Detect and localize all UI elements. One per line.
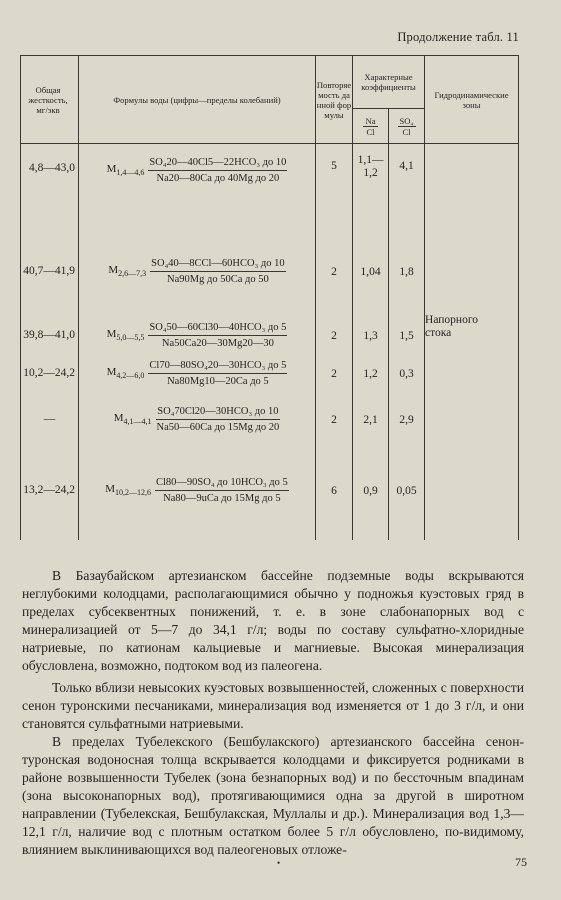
na-cl-cell: 0,9 <box>353 446 389 520</box>
cation-formula: Na20—80Ca до 40Mg до 20 <box>156 173 280 184</box>
so4-cl-cell: 2,9 <box>389 394 425 446</box>
hardness-header-label: Общая жесткость, мг/экв <box>28 84 68 115</box>
formula-cell <box>79 202 316 302</box>
body-text <box>22 567 524 859</box>
table-continuation-header: Продолжение табл. 11 <box>397 30 519 44</box>
cation-formula: Na90Mg до 50Ca до 50 <box>167 274 269 285</box>
mineralization-range: 5,0—5,5 <box>116 333 145 343</box>
hardness-cell: 40,7—41,9 <box>21 202 79 302</box>
kurlov-fraction <box>150 257 285 286</box>
so4-cl-cell: 0,3 <box>389 354 425 394</box>
repeat-cell: 2 <box>316 354 353 394</box>
repeat-cell: 2 <box>316 302 353 354</box>
formula-cell <box>79 144 316 202</box>
cation-formula: Na50—60Ca до 15Mg до 20 <box>156 422 280 433</box>
na-cl-cell: 1,04 <box>353 202 389 302</box>
mineralization-range: 2,6—7,3 <box>118 269 147 279</box>
kurlov-fraction <box>148 359 287 388</box>
hardness-cell: 13,2—24,2 <box>21 446 79 520</box>
anion-formula: SO₄70Cl20—30HCO₃ до 10 <box>156 405 281 420</box>
so4-cl-cell: 4,1 <box>389 144 425 202</box>
paragraph: Только вблизи невысоких куэстовых возвышенностей, сложенных с поверхности сенон туронскими песчаниками, минерализация вод изменяется от 1 до 3 г/л, и они становятся сульфатными натриевыми. <box>22 680 524 731</box>
na-cl-cell: 1,3 <box>353 302 389 354</box>
print-mark: • <box>277 858 281 868</box>
anion-formula: SO₄50—60Cl30—40HCO₃ до 5 <box>148 321 287 336</box>
zone-label: Напорного стока <box>425 314 479 339</box>
so4-cl-cell: 1,8 <box>389 202 425 302</box>
anion-formula: Cl70—80SO₄20—30HCO₃ до 5 <box>148 359 287 374</box>
na-cl-cell: 1,1—1,2 <box>353 144 389 202</box>
water-formula-table <box>20 55 519 540</box>
cation-formula: Na50Ca20—30Mg20—30 <box>161 338 274 349</box>
mineralization-symbol: $M_{2,6—7,3}$ <box>108 264 147 279</box>
so4-cl-cell: 1,5 <box>389 302 425 354</box>
hardness-cell: 39,8—41,0 <box>21 302 79 354</box>
mineralization-range: 4,2—6,0 <box>116 371 145 381</box>
mineralization-range: 4,1—4,1 <box>123 417 152 427</box>
repeat-cell: 2 <box>316 394 353 446</box>
formula-cell <box>79 302 316 354</box>
cl-label: Cl <box>402 126 411 137</box>
mineralization-symbol: $M_{10,2—12,6}$ <box>105 483 151 498</box>
table-row <box>21 144 519 202</box>
hardness-cell: 4,8—43,0 <box>21 144 79 202</box>
hardness-cell: — <box>21 394 79 446</box>
page-number: 75 <box>515 855 527 869</box>
mineralization-symbol: $M_{5,0—5,5}$ <box>106 328 145 343</box>
cl-label: Cl <box>366 126 375 137</box>
kurlov-fraction <box>148 156 287 185</box>
repeat-cell: 5 <box>316 144 353 202</box>
formula-cell <box>79 446 316 520</box>
na-label: Na <box>365 115 376 126</box>
anion-formula: Cl80—90SO₄ до 10HCO₃ до 5 <box>155 476 289 491</box>
kurlov-fraction <box>156 405 281 434</box>
mineralization-symbol: $M_{1,4—4,6}$ <box>106 163 145 178</box>
anion-formula: SO₄40—8CCl—60HCO₃ до 10 <box>150 257 285 272</box>
hardness-cell: 10,2—24,2 <box>21 354 79 394</box>
col-header-formula: Формулы воды (цифры—пределы колебаний) <box>79 56 316 144</box>
na-cl-cell: 2,1 <box>353 394 389 446</box>
formula-cell <box>79 354 316 394</box>
mineralization-symbol: $M_{4,1—4,1}$ <box>113 412 152 427</box>
col-header-coefficients: Характерные коэффициенты <box>353 56 425 109</box>
col-header-na-cl <box>353 109 389 144</box>
paragraph: В Базаубайском артезианском бассейне подземные воды вскрываются неглубокими колодцами, располагающимися обычно у подножья куэстовых гряд в пределах субсеквентных понижений, т. е. в зоне слабонапорных вод с минерализацией от 5—7 до 34,1 г/л; воды по составу сульфатно-хлоридные натриевые, по катионам кальциевые и магниевые. Высокая минерализация обусловлена, возможно, подтоком вод из палеогена. <box>22 568 524 673</box>
paragraph: В пределах Тубелекского (Бешбулакского) артезианского бассейна сенон-туронская водоносная толща вскрывается колодцами и фиксируется родниками в районе возвышенности Тубелек (зона безнапорных вод) и по бессточным впадинам (зона высоконапорных вод), протягивающимися одна за другой в широтном направлении (Тубелекская, Бешбулакская, Муллалы и др.). Минерализация вод 1,3—12,1 г/л, наличие вод с плотным остатком более 5 г/л обусловлено, по-видимому, влиянием выклинивающихся вод палеогеновых отложе- <box>22 734 524 857</box>
cation-formula: Na80—9uCa до 15Mg до 5 <box>163 493 281 504</box>
repeat-cell: 6 <box>316 446 353 520</box>
na-cl-cell: 1,2 <box>353 354 389 394</box>
col-header-hardness <box>21 56 79 144</box>
zone-cell <box>425 144 519 540</box>
so4-label: SO₄ <box>399 115 414 126</box>
kurlov-fraction <box>148 321 287 350</box>
anion-formula: SO₄20—40Cl5—22HCO₃ до 10 <box>148 156 287 171</box>
kurlov-fraction <box>155 476 289 505</box>
mineralization-range: 1,4—4,6 <box>116 168 145 178</box>
so4-cl-cell: 0,05 <box>389 446 425 520</box>
mineralization-symbol: $M_{4,2—6,0}$ <box>106 366 145 381</box>
formula-cell <box>79 394 316 446</box>
col-header-repeat: Повторяемость данной формулы <box>316 56 353 144</box>
mineralization-range: 10,2—12,6 <box>115 488 151 498</box>
cation-formula: Na80Mg10—20Ca до 5 <box>167 376 269 387</box>
col-header-so4-cl <box>389 109 425 144</box>
col-header-zones: Гидродинамические зоны <box>425 56 519 144</box>
repeat-cell: 2 <box>316 202 353 302</box>
